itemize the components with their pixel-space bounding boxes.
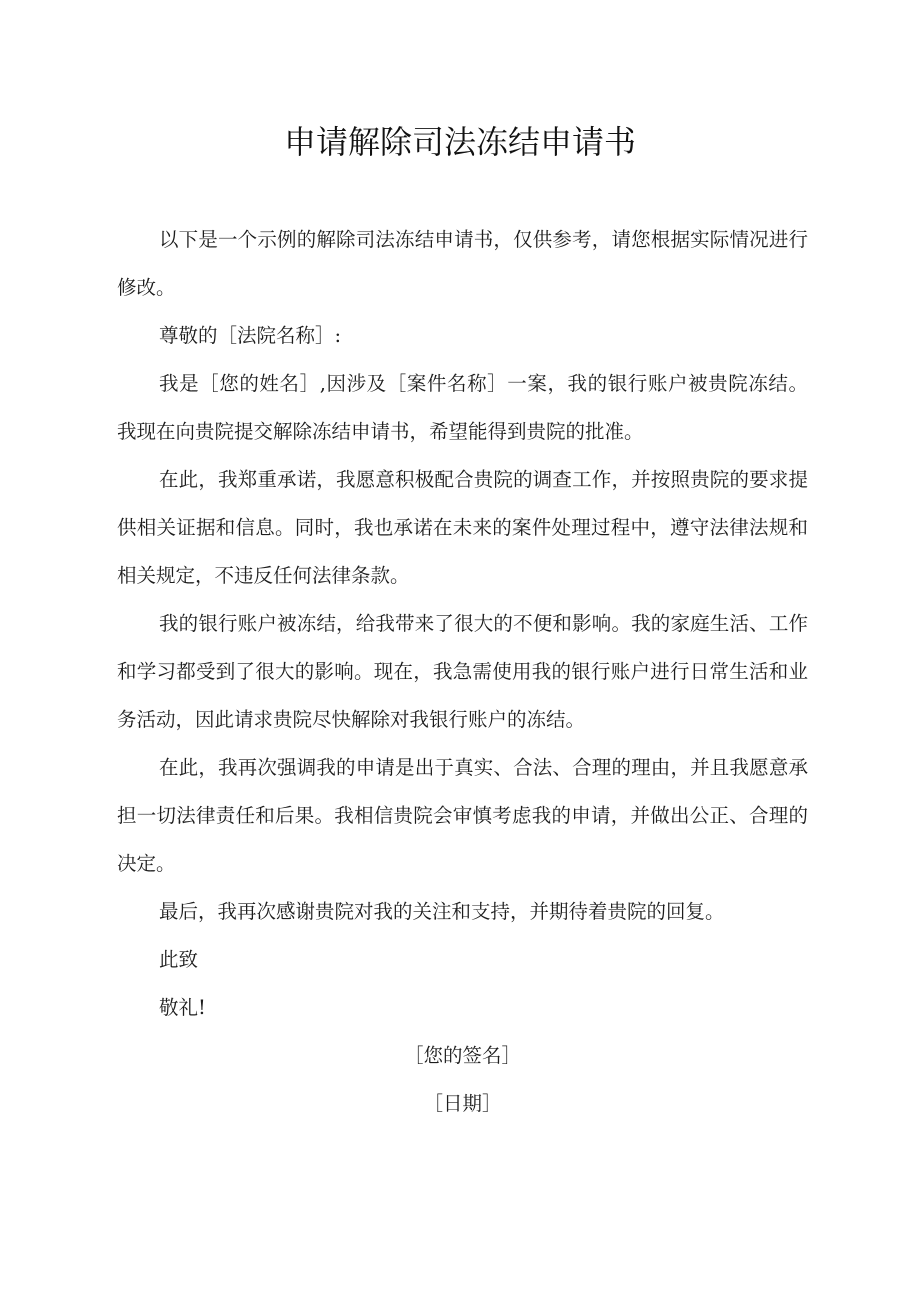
body-paragraph-5: 最后，我再次感谢贵院对我的关注和支持，并期待着贵院的回复。 — [159, 900, 725, 923]
closing-line-2: 敬礼! — [159, 996, 206, 1019]
signature-placeholder: ［您的签名］ — [403, 1044, 521, 1067]
body-paragraph-1: 我是［您的姓名］,因涉及［案件名称］一案，我的银行账户被贵院冻结。我现在向贵院提交解除冻结申请书，希望能得到贵院的批准。 — [117, 372, 808, 443]
document-body — [117, 216, 808, 1128]
salutation: 尊敬的［法院名称］: — [159, 324, 342, 347]
document-title: 申请解除司法冻结申请书 — [283, 123, 636, 161]
intro-paragraph: 以下是一个示例的解除司法冻结申请书，仅供参考，请您根据实际情况进行修改。 — [117, 228, 808, 299]
body-paragraph-3: 我的银行账户被冻结，给我带来了很大的不便和影响。我的家庭生活、工作和学习都受到了很大的影响。现在，我急需使用我的银行账户进行日常生活和业务活动，因此请求贵院尽快解除对我银行账户的冻结。 — [117, 612, 808, 731]
body-paragraph-4: 在此，我再次强调我的申请是出于真实、合法、合理的理由，并且我愿意承担一切法律责任和后果。我相信贵院会审慎考虑我的申请，并做出公正、合理的决定。 — [117, 756, 808, 875]
date-placeholder: ［日期］ — [423, 1092, 502, 1115]
closing-line-1: 此致 — [159, 948, 199, 971]
body-paragraph-2: 在此，我郑重承诺，我愿意积极配合贵院的调查工作，并按照贵院的要求提供相关证据和信息。同时，我也承诺在未来的案件处理过程中，遵守法律法规和相关规定，不违反任何法律条款。 — [117, 468, 808, 587]
